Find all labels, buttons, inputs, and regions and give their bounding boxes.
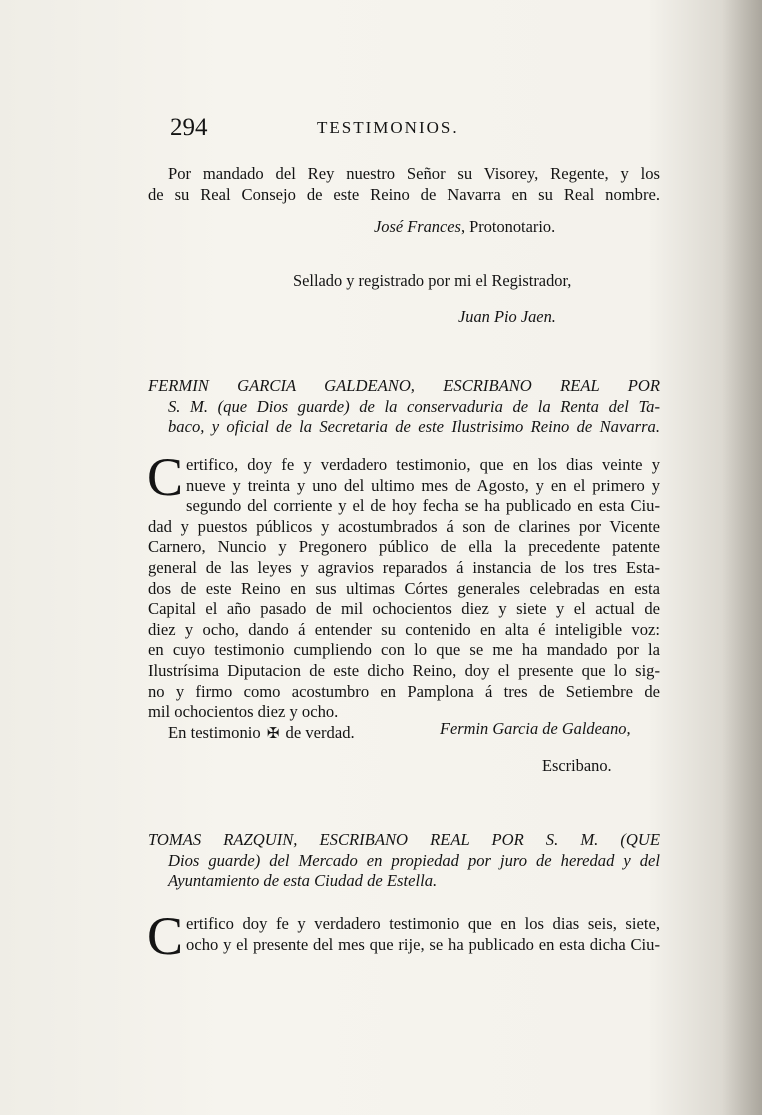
certificate-line: general de las leyes y agravios reparados á instancia de los tres Esta- bbox=[148, 557, 660, 577]
certificate-line: ertifico doy fe y verdadero testimonio que en los dias seis, siete, bbox=[186, 914, 660, 933]
decree-line: Por mandado del Rey nuestro Señor su Visorey, Regente, y los bbox=[168, 164, 660, 183]
certificate-line: no y firmo como acostumbro en Pamplona á tres de Setiembre de bbox=[148, 681, 660, 701]
dropcap-letter: C bbox=[147, 447, 184, 507]
protonotary-name: José Frances bbox=[374, 217, 461, 236]
certificate-line: segundo del corriente y el de hoy fecha se ha publicado en esta Ciu- bbox=[186, 496, 660, 516]
certificate-line: Capital el año pasado de mil ochocientos diez y siete y el actual de bbox=[148, 599, 660, 619]
witness-text: de verdad. bbox=[285, 722, 355, 742]
cross-symbol-icon: ✠ bbox=[266, 725, 280, 742]
page-number: 294 bbox=[170, 114, 208, 141]
witness-text: En testimonio bbox=[168, 722, 261, 742]
certificate-line: Ilustrísima Diputacion de este dicho Reino, doy el presente que lo sig- bbox=[148, 660, 660, 680]
escribano-signature: Fermin Garcia de Galdeano, bbox=[440, 719, 631, 738]
heading-line: S. M. (que Dios guarde) de la conservaduria de la Renta del Ta- bbox=[168, 396, 660, 416]
decree-block bbox=[148, 164, 660, 205]
first-certificate bbox=[147, 447, 660, 744]
certificate-line: mil ochocientos diez y ocho. bbox=[148, 702, 339, 722]
sealed-registered-line: Sellado y registrado por mi el Registrador, bbox=[293, 271, 572, 290]
certificate-line: diez y ocho, dando á entender su contenido en alta é inteligible voz: bbox=[148, 619, 660, 639]
dropcap-letter: C bbox=[147, 906, 184, 966]
certificate-line: Carnero, Nuncio y Pregonero público de ella la precedente patente bbox=[148, 537, 660, 557]
certificate-line: ertifico, doy fe y verdadero testimonio, que en los dias veinte y bbox=[186, 455, 660, 474]
certificate-line: dos de este Reino en sus ultimas Córtes generales celebradas en esta bbox=[148, 578, 660, 598]
heading-line: Ayuntamiento de esta Ciudad de Estella. bbox=[168, 871, 438, 891]
heading-line: FERMIN GARCIA GALDEANO, ESCRIBANO REAL POR bbox=[148, 376, 660, 395]
page-edge-shadow bbox=[722, 0, 762, 1115]
second-certificate bbox=[147, 906, 660, 966]
heading-line: Dios guarde) del Mercado en propiedad por juro de heredad y del bbox=[168, 850, 660, 870]
certificate-line: en cuyo testimonio cumpliendo con lo que se me ha mandado por la bbox=[148, 640, 660, 660]
certificate-line: nueve y treinta y uno del ultimo mes de Agosto, y en el primero y bbox=[186, 475, 660, 495]
registrar-signature: Juan Pio Jaen. bbox=[458, 307, 556, 326]
decree-line: de su Real Consejo de este Reino de Navarra en su Real nombre. bbox=[148, 184, 660, 204]
escribano-title: Escribano. bbox=[542, 756, 612, 775]
heading-line: TOMAS RAZQUIN, ESCRIBANO REAL POR S. M. (QUE bbox=[148, 830, 660, 849]
second-notary-heading bbox=[148, 830, 660, 892]
heading-line: baco, y oficial de la Secretaria de este Ilustrisimo Reino de Navarra. bbox=[168, 417, 660, 437]
page-header bbox=[170, 114, 490, 144]
protonotary-title: , Protonotario. bbox=[460, 217, 556, 236]
certificate-line: dad y puestos públicos y acostumbrados á son de clarines por Vicente bbox=[148, 516, 660, 536]
running-title: TESTIMONIOS. bbox=[317, 118, 459, 137]
first-notary-heading bbox=[148, 376, 660, 438]
certificate-line: ocho y el presente del mes que rije, se ha publicado en esta dicha Ciu- bbox=[186, 934, 660, 954]
protonotary-signature bbox=[374, 217, 555, 237]
